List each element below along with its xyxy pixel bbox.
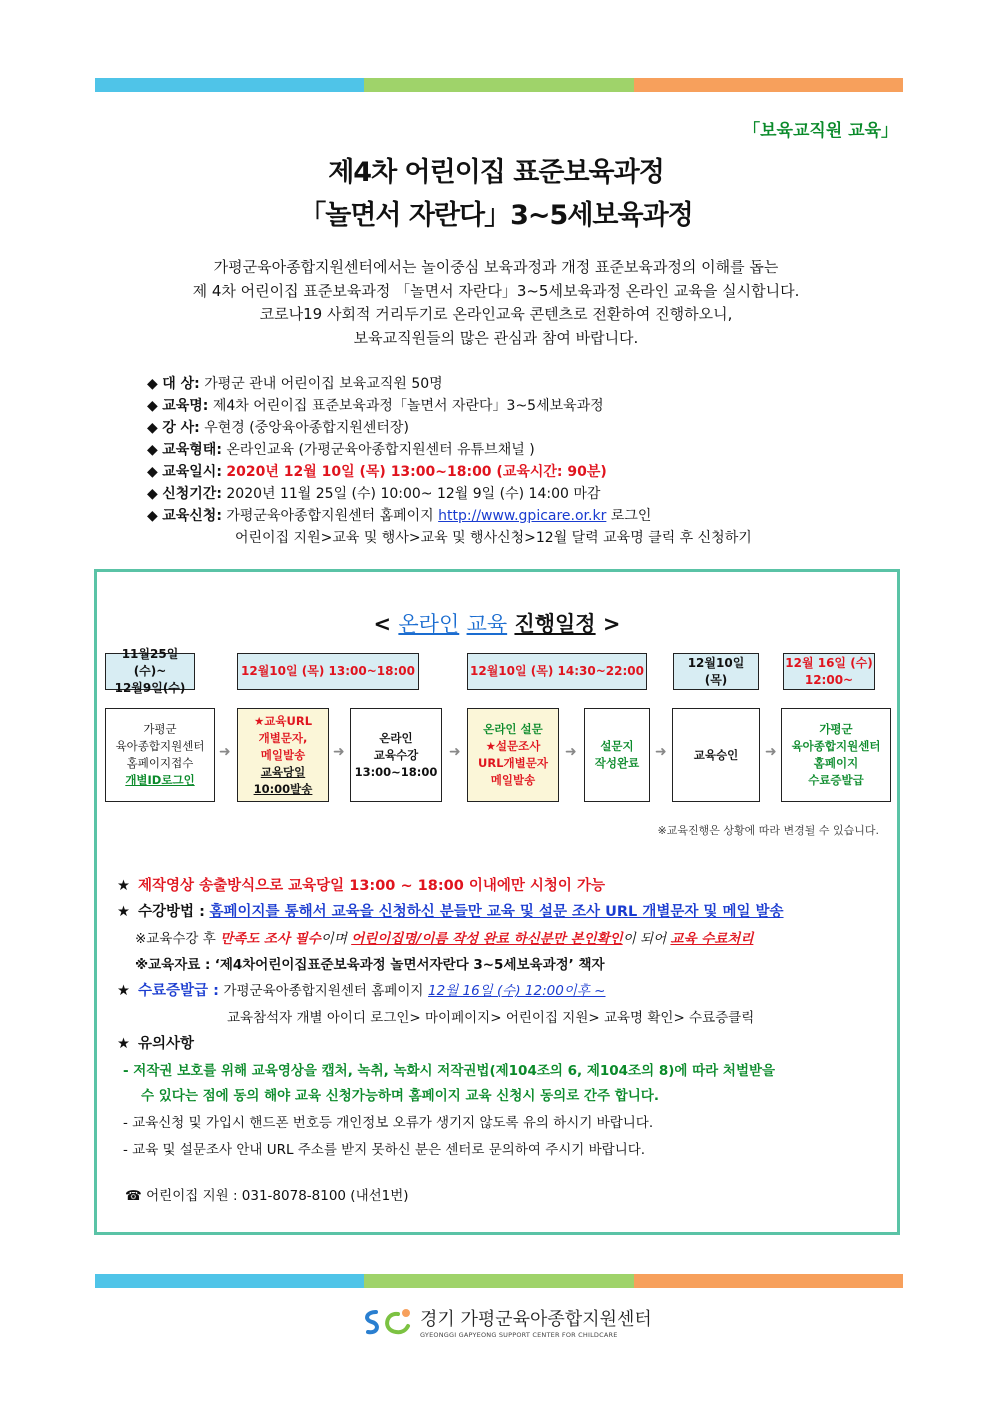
intro-paragraph: [0, 256, 992, 350]
step-approval: 교육승인: [672, 708, 760, 802]
intro-line: 가평군육아종합지원센터에서는 놀이중심 보육과정과 개정 표준보육과정의 이해를 돕는: [213, 258, 779, 276]
step-survey-done: 설문지 작성완료: [584, 708, 650, 802]
arrow-icon: ➜: [333, 744, 345, 760]
note-copyright-2: 수 있다는 점에 동의 해야 교육 신청가능하며 홈페이지 교육 신청시 동의로 간주 합니다.: [141, 1088, 659, 1104]
note-url-contact: - 교육 및 설문조사 안내 URL 주소를 받지 못하신 분은 센터로 문의하여 주시기 바랍니다.: [123, 1142, 646, 1158]
footer-name-en: GYEONGGI GAPYEONG SUPPORT CENTER FOR CHILDCARE: [420, 1331, 618, 1339]
arrow-icon: ➜: [565, 744, 577, 760]
step-url-send: ★교육URL 개별문자, 메일발송 교육당일 10:00발송: [237, 708, 329, 802]
bottom-color-stripe: [95, 1274, 903, 1288]
note-method: ★ 수강방법 : 홈페이지를 통해서 교육을 신청하신 분들만 교육 및 설문 조사 URL 개별문자 및 메일 발송: [117, 904, 784, 920]
note-viewing: ★ 제작영상 송출방식으로 교육당일 13:00 ~ 18:00 이내에만 시청이 가능: [117, 878, 606, 894]
arrow-icon: ➜: [449, 744, 461, 760]
schedule-note: ※교육진행은 상황에 따라 변경될 수 있습니다.: [657, 824, 879, 837]
info-course: ◆ 교육명: 제4차 어린이집 표준보육과정「놀면서 자란다」3~5세보육과정: [147, 398, 604, 414]
step-online-class: 온라인 교육수강 13:00~18:00: [350, 708, 442, 802]
phone-icon: ☎: [125, 1188, 142, 1204]
arrow-icon: ➜: [655, 744, 667, 760]
date-box-4: 12월10일 (목): [673, 653, 759, 690]
page-title-line1: 제4차 어린이집 표준보육과정: [328, 157, 664, 188]
center-logo-icon: [362, 1306, 414, 1338]
intro-line: 코로나19 사회적 거리두기로 온라인교육 콘텐츠로 전환하여 진행하오니,: [259, 305, 733, 323]
step-apply: 가평군 육아종합지원센터 홈페이지접수 개별ID로그인: [105, 708, 215, 802]
arrow-icon: ➜: [765, 744, 777, 760]
homepage-link[interactable]: http://www.gpicare.or.kr: [438, 508, 607, 524]
contact-phone: ☎ 어린이집 지원 : 031-8078-8100 (내선1번): [125, 1188, 409, 1204]
note-copyright-1: - 저작권 보호를 위해 교육영상을 캡처, 녹취, 녹화시 저작권법(제104조의 6, 제104조의 8)에 따라 처벌받을: [123, 1063, 776, 1079]
info-period: ◆ 신청기간: 2020년 11월 25일 (수) 10:00~ 12월 9일 (수) 14:00 마감: [147, 486, 601, 502]
info-apply: ◆ 교육신청: 가평군육아종합지원센터 홈페이지 http://www.gpicare.or.kr 로그인: [147, 508, 652, 524]
page-title-line2: 「놀면서 자란다」3~5세보육과정: [299, 200, 693, 231]
info-lecturer: ◆ 강 사: 우현경 (중앙육아종합지원센터장): [147, 420, 409, 436]
date-box-5: 12월 16일 (수) 12:00~: [783, 653, 875, 690]
arrow-icon: ➜: [219, 744, 231, 760]
top-color-stripe: [95, 78, 903, 92]
note-privacy: - 교육신청 및 가입시 핸드폰 번호등 개인정보 오류가 생기지 않도록 유의 하시기 바랍니다.: [123, 1115, 654, 1131]
info-target: ◆ 대 상: 가평군 관내 어린이집 보육교직원 50명: [147, 376, 443, 392]
footer-logo: [362, 1305, 652, 1339]
info-apply-path: 어린이집 지원>교육 및 행사>교육 및 행사신청>12월 달력 교육명 클릭 후 신청하기: [235, 530, 752, 546]
note-caution-heading: ★ 유의사항: [117, 1036, 195, 1052]
date-box-1: 11월25일(수)~ 12월9일(수): [105, 653, 195, 690]
note-materials: ※교육자료 : ‘제4차어린이집표준보육과정 놀면서자란다 3~5세보육과정’ 책자: [135, 957, 605, 973]
schedule-box: [94, 569, 900, 1235]
date-box-2: 12월10일 (목) 13:00~18:00: [237, 653, 419, 690]
info-date: ◆ 교육일시: 2020년 12월 10일 (목) 13:00~18:00 (교육시간: 90분): [147, 464, 607, 480]
footer-name-ko: 경기 가평군육아종합지원센터: [420, 1309, 652, 1330]
step-survey: 온라인 설문 ★설문조사 URL개별문자 메일발송: [467, 708, 559, 802]
step-certificate: 가평군 육아종합지원센터 홈페이지 수료증발급: [781, 708, 891, 802]
note-certificate-path: 교육참석자 개별 아이디 로그인> 마이페이지> 어린이집 지원> 교육명 확인> 수료증클릭: [227, 1010, 755, 1026]
date-box-3: 12월10일 (목) 14:30~22:00: [467, 653, 647, 690]
schedule-title: < 온라인 교육 진행일정 >: [373, 612, 621, 636]
course-info-list: [147, 373, 752, 549]
intro-line: 제 4차 어린이집 표준보육과정 「놀면서 자란다」3~5세보육과정 온라인 교육을 실시합니다.: [192, 281, 800, 300]
intro-line: 보육교직원들의 많은 관심과 참여 바랍니다.: [353, 328, 639, 347]
note-certificate: ★ 수료증발급 : 가평군육아종합지원센터 홈페이지 12월 16일 (수) 12:00이후 ~: [117, 983, 606, 999]
info-format: ◆ 교육형태: 온라인교육 (가평군육아종합지원센터 유튜브채널 ): [147, 442, 535, 458]
note-survey-required: ※교육수강 후 만족도 조사 필수이며 어린이집명/이름 작성 완료 하신분만 본인확인이 되어 교육 수료처리: [135, 931, 754, 947]
category-label: 「보육교직원 교육」: [743, 121, 898, 141]
